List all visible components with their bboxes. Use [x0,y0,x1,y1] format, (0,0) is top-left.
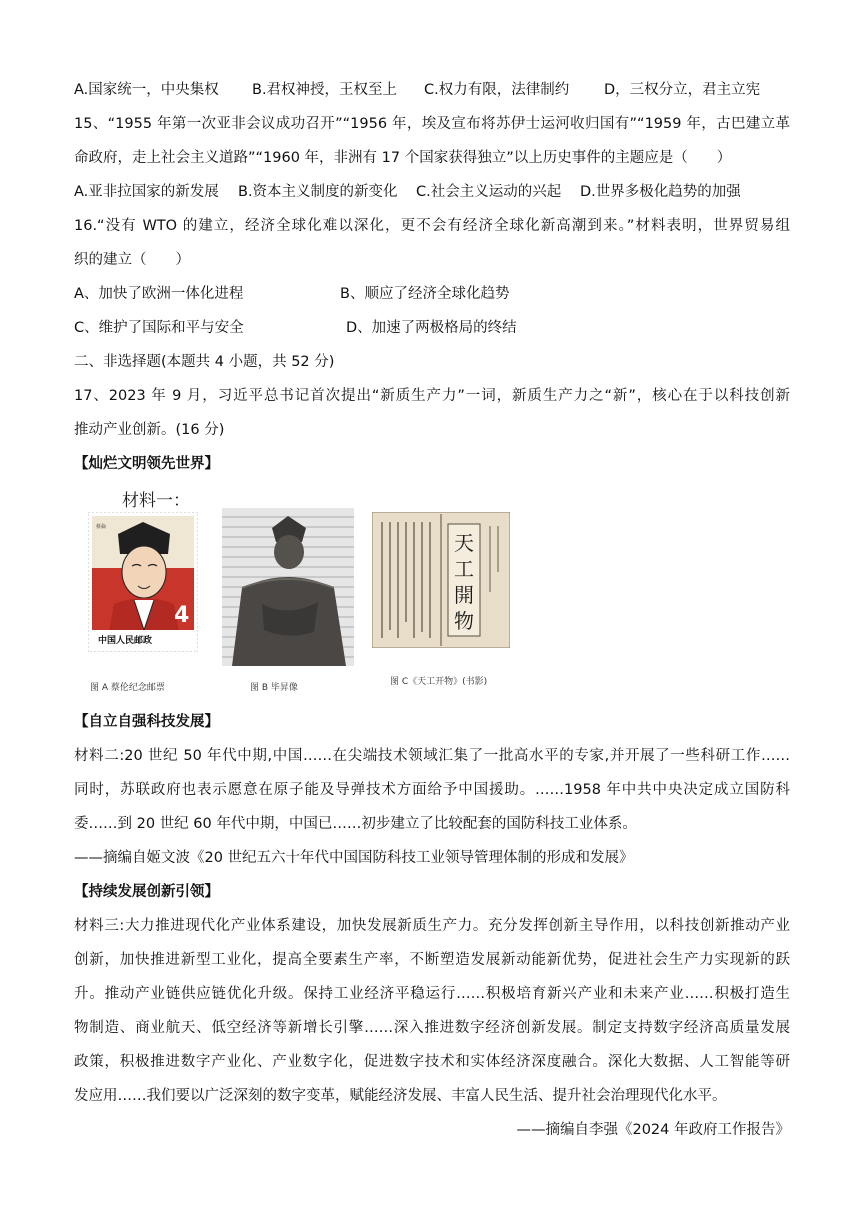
q16-option-d: D、加速了两极格局的终结 [346,320,517,336]
q15-option-a: A.亚非拉国家的新发展 [74,184,219,200]
material2-source: ——摘编自姬文波《20 世纪五六十年代中国国防科技工业领导管理体制的形成和发展》 [74,850,634,866]
q14-option-d: D，三权分立，君主立宪 [604,82,761,98]
q17-stem-line2: 推动产业创新。(16 分) [74,422,225,438]
material3-line5: 政策，积极推进数字产业化、产业数字化，促进数字技术和实体经济深度融合。深化大数据、人工智能等研 [74,1054,790,1070]
q15-option-d: D.世界多极化趋势的加强 [580,184,741,200]
material3-line4: 物制造、商业航天、低空经济等新增长引擎……深入推进数字经济创新发展。制定支持数字经济高质量发展 [74,1020,790,1036]
material3-line2: 创新，加快推进新型工业化，提高全要素生产率，不断塑造发展新动能新优势，促进社会生产力实现新的跃 [74,952,790,968]
material1-figure [74,484,514,694]
heading-brilliant-civilization: 【灿烂文明领先世界】 [74,456,219,472]
q16-option-b: B、顺应了经济全球化趋势 [340,286,510,302]
svg-text:蔡倫: 蔡倫 [96,524,107,530]
material3-line6: 发应用……我们要以广泛深刻的数字变革，赋能经济发展、丰富人民生活、提升社会治理现代化水平。 [74,1088,727,1104]
material2-line1: 材料二:20 世纪 50 年代中期,中国……在尖端技术领域汇集了一批高水平的专家,并开展了一些科研工作…… [74,748,790,764]
q14-option-b: B.君权神授，王权至上 [252,82,398,98]
q17-stem-line1: 17、2023 年 9 月，习近平总书记首次提出“新质生产力”一词，新质生产力之“新”，核心在于以科技创新 [74,388,790,404]
q16-option-c: C、维护了国际和平与安全 [74,320,244,336]
q16-option-a: A、加快了欧洲一体化进程 [74,286,244,302]
book-title-char-2: 工 [454,557,474,581]
material3-line1: 材料三:大力推进现代化产业体系建设，加快发展新质生产力。充分发挥创新主导作用，以科技创新推动产业 [74,918,790,934]
material1-label: 材料一： [122,491,190,511]
q15-option-c: C.社会主义运动的兴起 [416,184,562,200]
heading-innovation: 【持续发展创新引领】 [74,884,219,900]
book-title-char-3: 開 [454,583,474,607]
q14-option-c: C.权力有限，法律制约 [424,82,570,98]
q15-stem-line1: 15、“1955 年第一次亚非会议成功召开”“1956 年，埃及宣布将苏伊士运河收归国有”“1959 年，古巴建立革 [74,116,790,132]
cai-lun-stamp-image [88,512,198,652]
caption-figure-c: 图 C《天工开物》(书影) [390,677,488,687]
book-title-char-4: 物 [454,609,474,633]
q15-option-b: B.资本主义制度的新变化 [238,184,398,200]
stamp-country: 中国人民邮政 [98,636,153,646]
caption-figure-b: 图 B 毕昇像 [250,683,298,693]
section2-title: 二、非选择题(本题共 4 小题，共 52 分) [74,354,335,370]
heading-self-reliance: 【自立自强科技发展】 [74,714,219,730]
caption-figure-a: 图 A 蔡伦纪念邮票 [90,683,165,693]
q16-stem-line2: 织的建立（ ） [74,252,190,268]
stamp-value: 4 [174,603,190,628]
q15-stem-line2: 命政府，走上社会主义道路”“1960 年，非洲有 17 个国家获得独立”以上历史事件的主题应是（ ） [74,150,732,166]
book-title-char-1: 天 [454,531,474,555]
tiangong-kaiwu-book-image [372,512,510,648]
bi-sheng-statue-image [222,508,354,666]
material2-line2: 同时，苏联政府也表示愿意在原子能及导弹技术方面给予中国援助。……1958 年中共中央决定成立国防科 [74,782,790,798]
q16-stem-line1: 16.“没有 WTO 的建立，经济全球化难以深化，更不会有经济全球化新高潮到来。”材料表明，世界贸易组 [74,218,790,234]
q14-option-a: A.国家统一，中央集权 [74,82,219,98]
material2-line3: 委……到 20 世纪 60 年代中期，中国已……初步建立了比较配套的国防科技工业体系。 [74,816,637,832]
material3-line3: 升。推动产业链供应链优化升级。保持工业经济平稳运行……积极培育新兴产业和未来产业……积极打造生 [74,986,790,1002]
material3-source: ——摘编自李强《2024 年政府工作报告》 [516,1122,790,1138]
